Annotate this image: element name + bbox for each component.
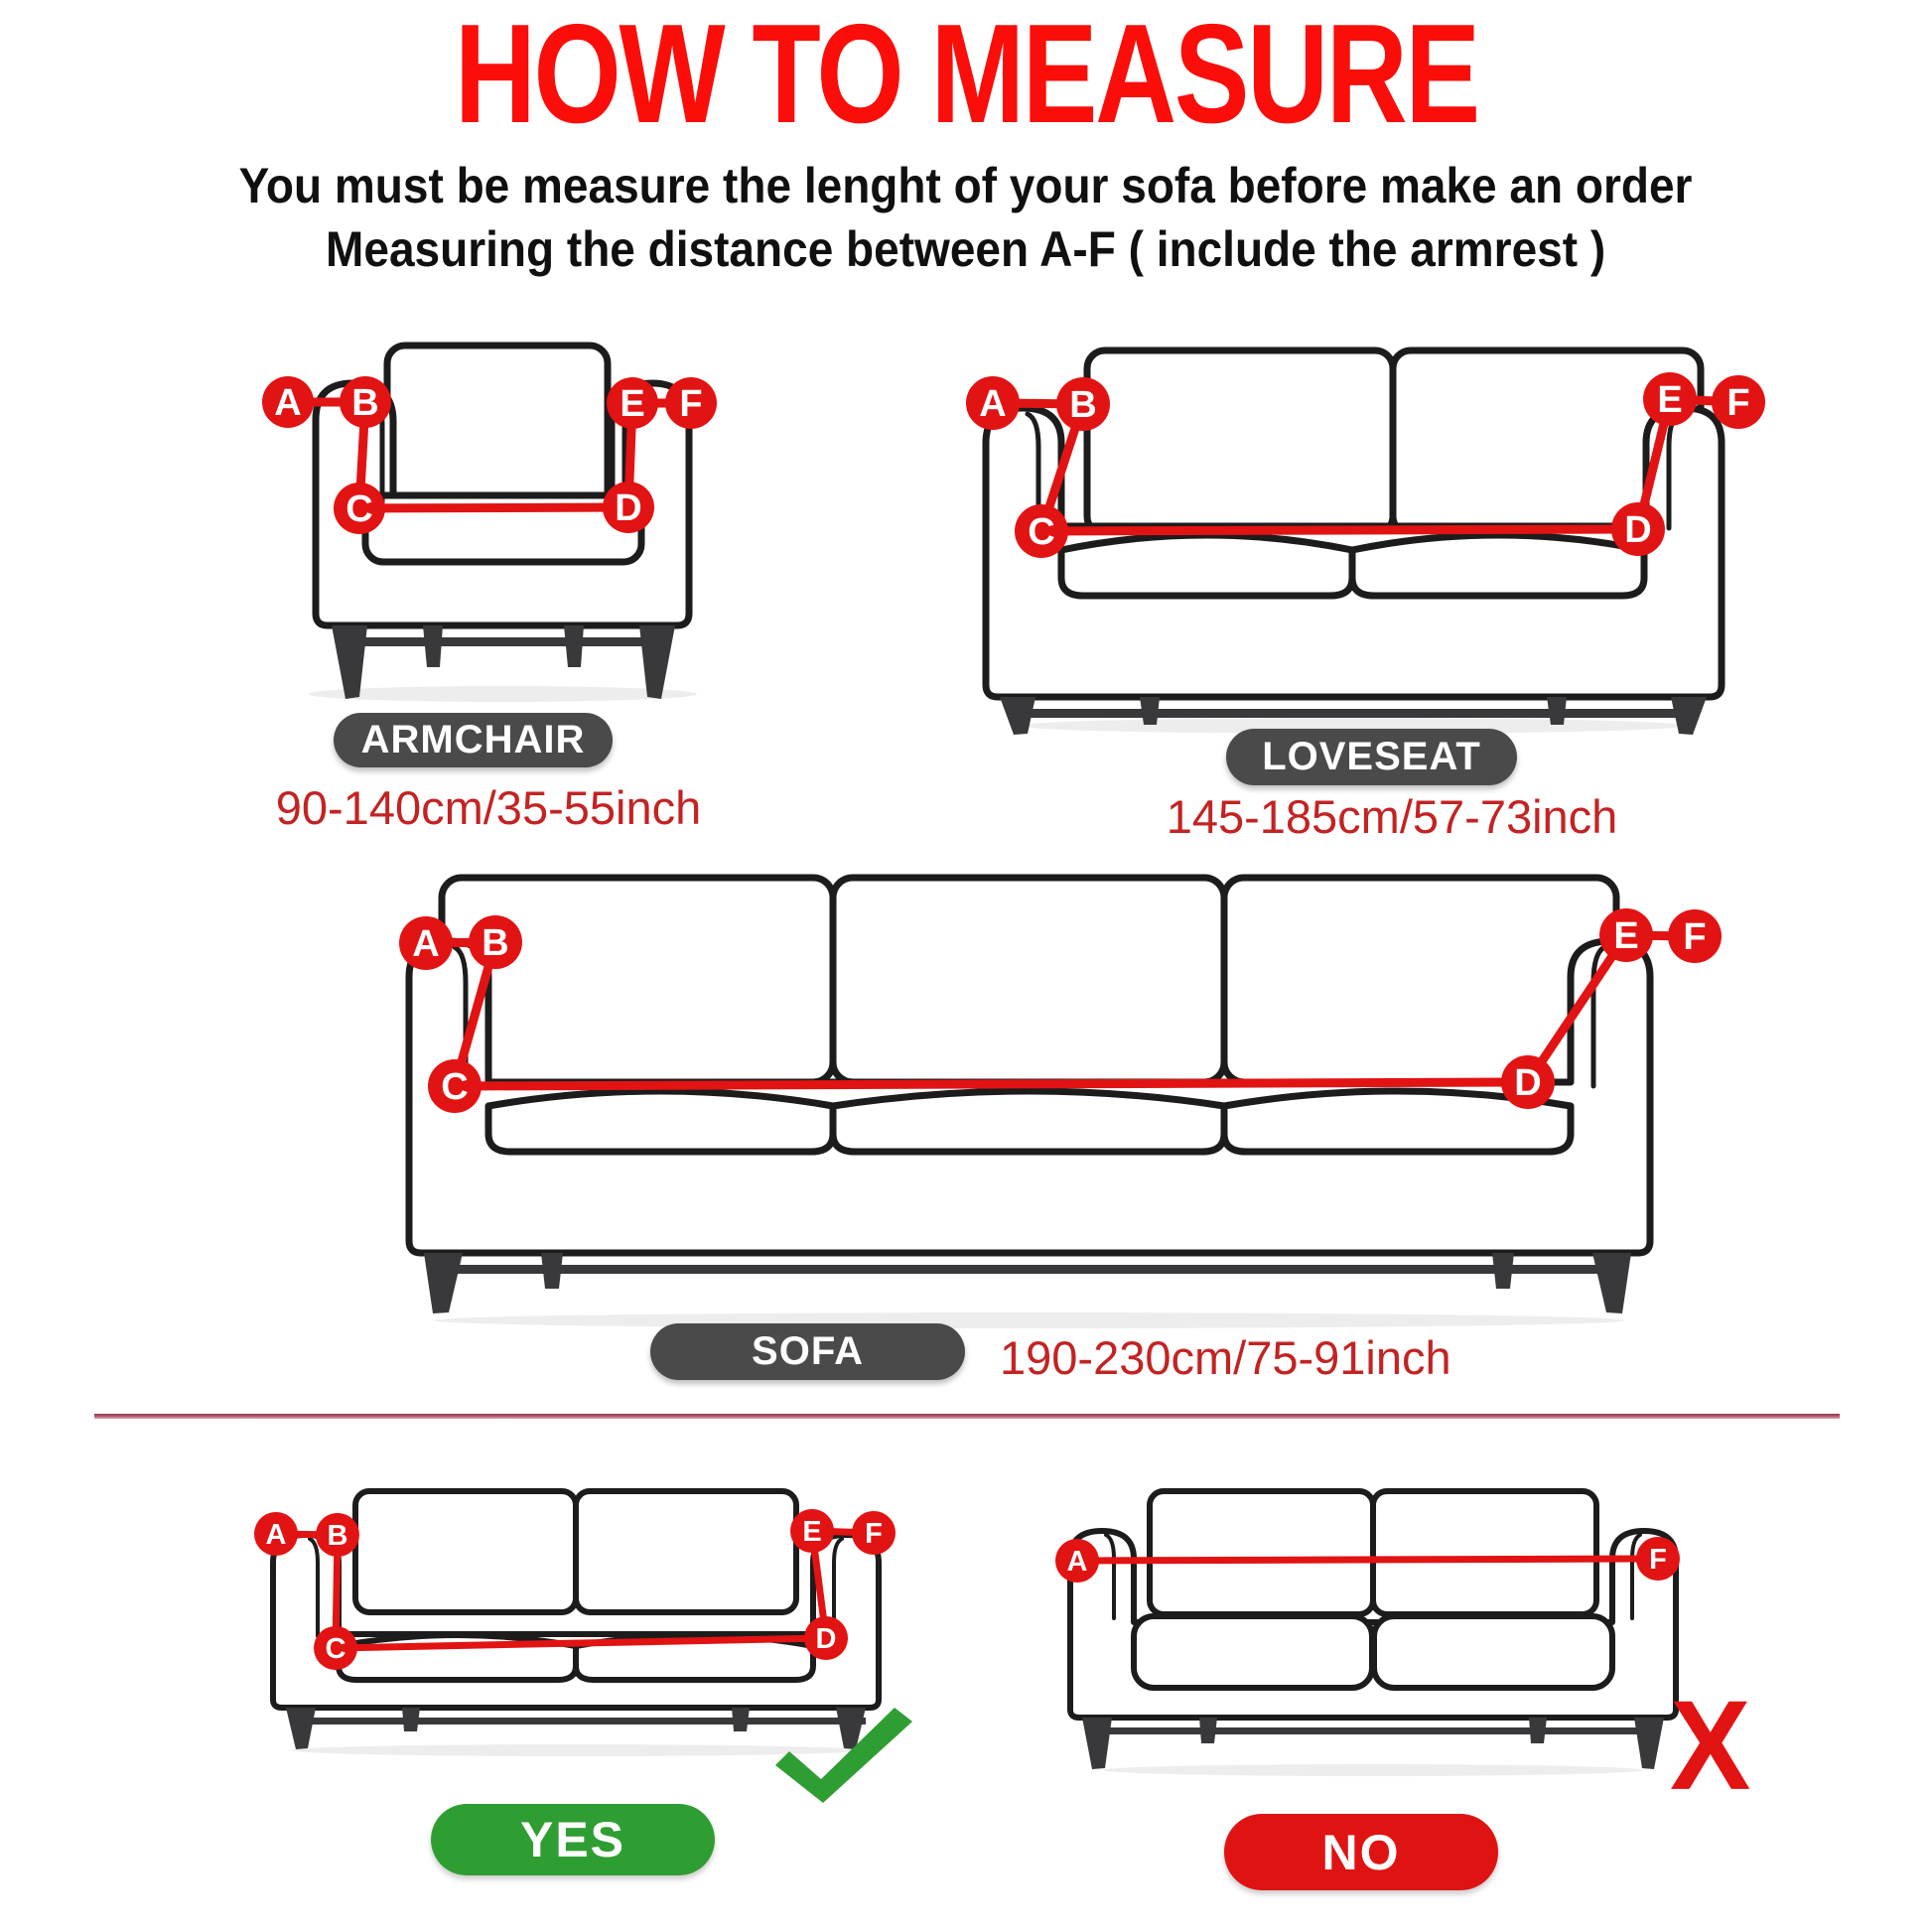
loveseat-figure: [938, 276, 1772, 738]
measure-point-e: [1643, 372, 1697, 426]
measure-point-label: D: [1514, 1062, 1542, 1104]
measure-point-f: [1636, 1537, 1680, 1581]
measure-point-d: [603, 482, 654, 533]
measure-point-f: [1668, 909, 1722, 963]
measure-point-e: [790, 1509, 834, 1553]
yes-badge: YES: [431, 1804, 715, 1875]
page-title-text: HOW TO MEASURE: [454, 0, 1478, 153]
measure-point-label: A: [1066, 1546, 1088, 1578]
measure-point-c: [334, 483, 385, 534]
measure-point-d: [1501, 1055, 1555, 1109]
measure-point-label: F: [1683, 916, 1707, 958]
measure-point-a: [966, 376, 1020, 430]
loveseat-size-text: 145-185cm/57-73inch: [1166, 790, 1618, 843]
measure-point-label: B: [351, 382, 379, 424]
measure-point-label: C: [345, 488, 373, 530]
measure-point-label: F: [865, 1518, 883, 1550]
no-badge: NO: [1224, 1814, 1498, 1890]
measure-point-a: [262, 376, 314, 428]
measure-point-label: C: [441, 1066, 469, 1108]
sofa-label-pill: SOFA: [650, 1323, 965, 1380]
measure-point-c: [1015, 504, 1068, 558]
measure-point-a: [399, 916, 453, 970]
loveseat-label-pill: LOVESEAT: [1226, 729, 1517, 785]
measure-point-e: [607, 377, 658, 429]
measure-point-label: F: [679, 383, 703, 425]
measure-point-label: A: [412, 923, 440, 965]
measure-point-b: [1056, 377, 1110, 431]
measure-point-a: [254, 1512, 298, 1556]
measure-point-label: F: [1726, 382, 1750, 424]
measure-point-label: D: [815, 1623, 837, 1655]
section-divider: [94, 1414, 1840, 1419]
incorrect-example-furniture-outline: [1070, 1491, 1676, 1776]
measure-point-label: C: [325, 1633, 346, 1665]
sofa-size-text: 190-230cm/75-91inch: [1000, 1331, 1451, 1384]
measure-point-label: A: [265, 1519, 287, 1551]
measure-point-label: B: [1069, 384, 1097, 426]
subtitle-line-1: You must be measure the lenght of your sofa before make an order: [239, 158, 1693, 213]
subtitle-line-2: Measuring the distance between A-F ( include the armrest ): [326, 221, 1606, 277]
measure-point-f: [665, 377, 717, 429]
measure-point-label: E: [802, 1516, 822, 1548]
page-title: [0, 0, 1932, 153]
measure-point-label: C: [1028, 511, 1055, 553]
measure-point-e: [1599, 908, 1653, 962]
measure-point-label: E: [620, 383, 645, 425]
measure-point-label: F: [1649, 1544, 1667, 1576]
measure-point-label: B: [482, 922, 509, 964]
measure-point-label: D: [1624, 509, 1652, 551]
measure-point-b: [316, 1513, 359, 1557]
measure-point-label: A: [979, 383, 1007, 425]
measure-point-d: [804, 1616, 848, 1660]
measure-point-label: E: [1613, 915, 1639, 957]
measure-point-label: B: [327, 1520, 348, 1552]
measure-point-b: [469, 915, 522, 969]
measure-point-f: [1712, 375, 1765, 429]
measure-point-label: E: [1657, 379, 1683, 421]
measure-point-c: [314, 1626, 357, 1670]
measure-point-label: A: [274, 382, 302, 424]
armchair-size-text: 90-140cm/35-55inch: [275, 781, 702, 834]
armchair-label-pill: ARMCHAIR: [334, 713, 613, 767]
sofa-furniture-outline: [409, 878, 1650, 1328]
measure-point-f: [852, 1511, 896, 1555]
x-mark-icon: X: [1670, 1674, 1751, 1817]
incorrect-example-figure: [1050, 1483, 1696, 1776]
measure-point-c: [428, 1059, 482, 1113]
measure-point-label: D: [615, 487, 642, 529]
armchair-figure: [220, 276, 727, 705]
sofa-figure: [328, 866, 1727, 1332]
measure-point-b: [340, 376, 391, 428]
measure-point-d: [1611, 502, 1665, 556]
check-icon: [767, 1706, 916, 1805]
measure-point-a: [1055, 1539, 1099, 1583]
